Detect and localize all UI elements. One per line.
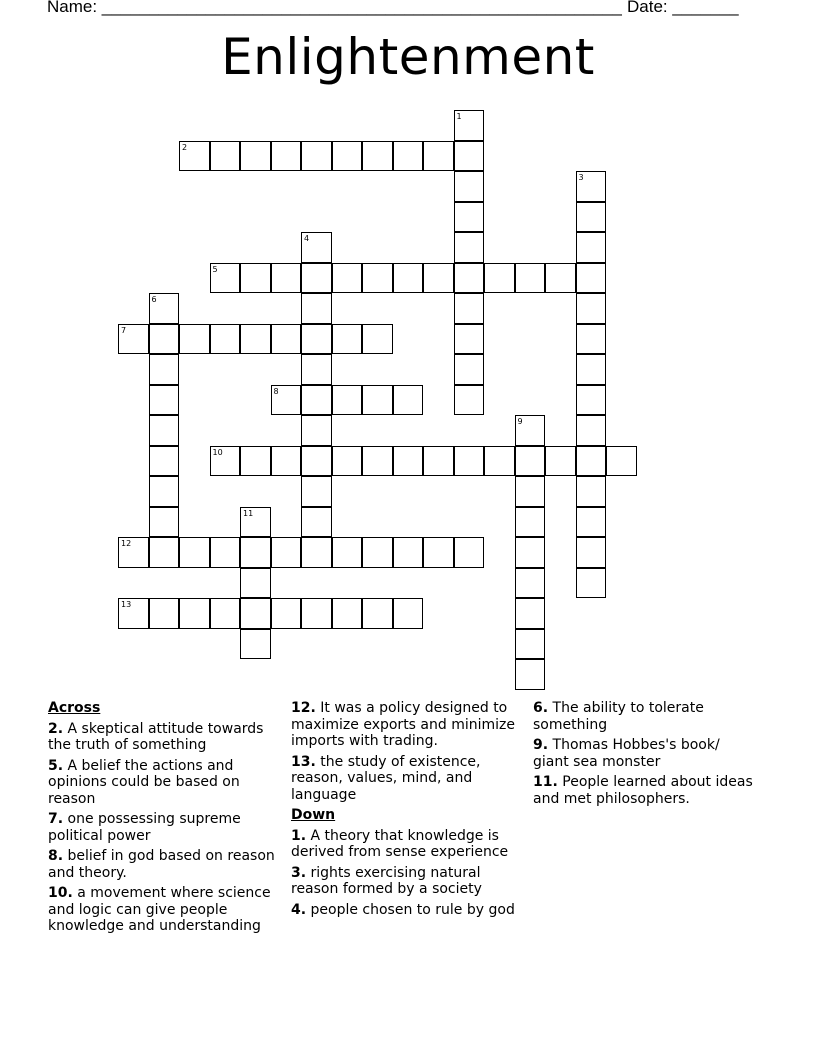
grid-cell[interactable] — [301, 354, 332, 385]
grid-cell[interactable] — [332, 141, 363, 172]
down-heading: Down — [291, 807, 336, 823]
grid-cell[interactable] — [545, 263, 576, 294]
grid-cell[interactable] — [301, 324, 332, 355]
grid-cell[interactable] — [515, 598, 546, 629]
clue-number-label: 5 — [212, 264, 218, 274]
grid-cell[interactable] — [149, 354, 180, 385]
grid-cell[interactable] — [423, 141, 454, 172]
grid-cell[interactable] — [454, 263, 485, 294]
grid-cell[interactable] — [301, 141, 332, 172]
grid-cell[interactable] — [454, 354, 485, 385]
grid-cell[interactable] — [515, 507, 546, 538]
grid-cell[interactable] — [301, 537, 332, 568]
grid-cell[interactable] — [576, 568, 607, 599]
grid-cell[interactable] — [210, 324, 241, 355]
grid-cell[interactable] — [179, 324, 210, 355]
clue-number-label: 12 — [121, 539, 132, 548]
clue-across-12: 12. It was a policy designed to maximize exports and minimize imports with trading. — [291, 700, 515, 749]
grid-cell[interactable] — [332, 324, 363, 355]
grid-cell[interactable] — [149, 446, 180, 477]
grid-cell[interactable] — [423, 537, 454, 568]
grid-cell[interactable] — [332, 537, 363, 568]
clue-number-label: 9 — [517, 417, 523, 426]
grid-cell[interactable] — [454, 537, 485, 568]
grid-cell[interactable] — [576, 232, 607, 263]
clue-down-3: 3. rights exercising natural reason formed by a society — [291, 864, 482, 897]
clue-across-8: 8. belief in god based on reason and theory. — [48, 848, 275, 881]
grid-cell[interactable] — [423, 446, 454, 477]
grid-cell[interactable] — [362, 141, 393, 172]
grid-cell[interactable] — [576, 476, 607, 507]
grid-cell[interactable] — [454, 293, 485, 324]
grid-cell[interactable] — [454, 446, 485, 477]
clue-across-13: 13. the study of existence, reason, values, mind, and language — [291, 753, 481, 803]
clue-number-label: 11 — [243, 508, 254, 518]
grid-cell[interactable] — [576, 415, 607, 446]
grid-cell[interactable] — [393, 385, 424, 416]
clue-number-label: 7 — [121, 325, 127, 335]
grid-cell[interactable] — [576, 354, 607, 385]
grid-cell[interactable] — [240, 568, 271, 599]
grid-cell[interactable] — [576, 263, 607, 294]
grid-cell[interactable] — [332, 446, 363, 477]
clue-across-10: 10. a movement where science and logic can give people knowledge and understanding — [48, 885, 271, 934]
date-field-label: Date: _______ — [627, 0, 739, 16]
grid-cell[interactable] — [484, 263, 515, 294]
grid-cell[interactable] — [515, 537, 546, 568]
grid-cell[interactable] — [240, 537, 271, 568]
grid-cell[interactable] — [362, 537, 393, 568]
grid-cell[interactable] — [362, 324, 393, 355]
grid-cell[interactable] — [545, 446, 576, 477]
grid-cell[interactable] — [576, 446, 607, 477]
grid-cell[interactable] — [454, 202, 485, 233]
grid-cell[interactable] — [423, 263, 454, 294]
grid-cell[interactable] — [515, 568, 546, 599]
grid-cell[interactable] — [301, 293, 332, 324]
clue-number-label: 13 — [121, 600, 132, 609]
grid-cell[interactable] — [240, 141, 271, 172]
grid-cell[interactable] — [179, 598, 210, 629]
grid-cell[interactable] — [179, 537, 210, 568]
clue-down-11: 11. People learned about ideas and met philosophers. — [533, 774, 753, 807]
grid-cell[interactable] — [301, 507, 332, 538]
clue-number-label: 4 — [304, 234, 310, 243]
grid-cell[interactable] — [576, 293, 607, 324]
grid-cell[interactable] — [515, 263, 546, 294]
grid-cell[interactable] — [362, 385, 393, 416]
clue-number-label: 3 — [578, 173, 584, 182]
grid-cell[interactable] — [301, 263, 332, 294]
grid-cell[interactable] — [484, 446, 515, 477]
grid-cell[interactable] — [362, 446, 393, 477]
grid-cell[interactable] — [271, 324, 302, 355]
grid-cell[interactable] — [149, 598, 180, 629]
grid-cell[interactable] — [576, 324, 607, 355]
grid-cell[interactable] — [362, 598, 393, 629]
grid-cell[interactable] — [240, 263, 271, 294]
grid-cell[interactable] — [301, 598, 332, 629]
clue-down-4: 4. people chosen to rule by god — [291, 901, 515, 918]
clues-column-2 — [291, 700, 527, 922]
clues-column-3 — [533, 700, 753, 811]
grid-cell[interactable] — [149, 415, 180, 446]
grid-cell[interactable] — [271, 446, 302, 477]
grid-cell[interactable] — [271, 141, 302, 172]
grid-cell[interactable] — [301, 446, 332, 477]
grid-cell[interactable] — [606, 446, 637, 477]
grid-cell[interactable] — [210, 141, 241, 172]
clue-number-label: 2 — [182, 142, 188, 152]
grid-cell[interactable] — [332, 385, 363, 416]
grid-cell[interactable] — [210, 537, 241, 568]
clue-across-5: 5. A belief the actions and opinions could be based on reason — [48, 757, 240, 807]
grid-cell[interactable] — [240, 629, 271, 660]
grid-cell[interactable] — [454, 232, 485, 263]
grid-cell[interactable] — [393, 263, 424, 294]
grid-cell[interactable] — [271, 263, 302, 294]
grid-cell[interactable] — [240, 324, 271, 355]
grid-cell[interactable] — [454, 141, 485, 172]
grid-cell[interactable] — [515, 629, 546, 660]
grid-cell[interactable] — [576, 202, 607, 233]
grid-cell[interactable] — [149, 385, 180, 416]
grid-cell[interactable] — [301, 385, 332, 416]
clue-number-label: 1 — [456, 112, 462, 121]
grid-cell[interactable] — [454, 385, 485, 416]
grid-cell[interactable] — [210, 598, 241, 629]
grid-cell[interactable] — [576, 385, 607, 416]
clue-number-label: 10 — [212, 447, 223, 457]
grid-cell[interactable] — [271, 598, 302, 629]
clue-down-6: 6. The ability to tolerate something — [533, 700, 704, 733]
grid-cell[interactable] — [332, 263, 363, 294]
grid-cell[interactable] — [515, 476, 546, 507]
clues-column-1 — [48, 700, 284, 939]
clue-across-2: 2. A skeptical attitude towards the truth of something — [48, 720, 264, 753]
clue-down-9: 9. Thomas Hobbes's book/ giant sea monster — [533, 737, 720, 770]
grid-cell[interactable] — [362, 263, 393, 294]
grid-cell[interactable] — [393, 141, 424, 172]
clue-down-1: 1. A theory that knowledge is derived from sense experience — [291, 827, 509, 860]
grid-cell[interactable] — [576, 537, 607, 568]
clue-number-label: 6 — [151, 295, 157, 304]
grid-cell[interactable] — [393, 537, 424, 568]
grid-cell[interactable] — [454, 171, 485, 202]
grid-cell[interactable] — [332, 598, 363, 629]
grid-cell[interactable] — [454, 324, 485, 355]
grid-cell[interactable] — [271, 537, 302, 568]
grid-cell[interactable] — [393, 598, 424, 629]
grid-cell[interactable] — [240, 446, 271, 477]
grid-cell[interactable] — [393, 446, 424, 477]
grid-cell[interactable] — [149, 476, 180, 507]
grid-cell[interactable] — [240, 598, 271, 629]
grid-cell[interactable] — [149, 507, 180, 538]
clue-across-7: 7. one possessing supreme political power — [48, 811, 241, 844]
grid-cell[interactable] — [301, 415, 332, 446]
clue-number-label: 8 — [273, 386, 279, 396]
grid-cell[interactable] — [515, 659, 546, 690]
grid-cell[interactable] — [576, 507, 607, 538]
across-heading: Across — [48, 700, 101, 716]
grid-cell[interactable] — [149, 324, 180, 355]
name-field-label: Name: _______________________________________________________ — [47, 0, 622, 16]
grid-cell[interactable] — [515, 446, 546, 477]
page-title: Enlightenment — [221, 28, 595, 86]
grid-cell[interactable] — [149, 537, 180, 568]
grid-cell[interactable] — [301, 476, 332, 507]
